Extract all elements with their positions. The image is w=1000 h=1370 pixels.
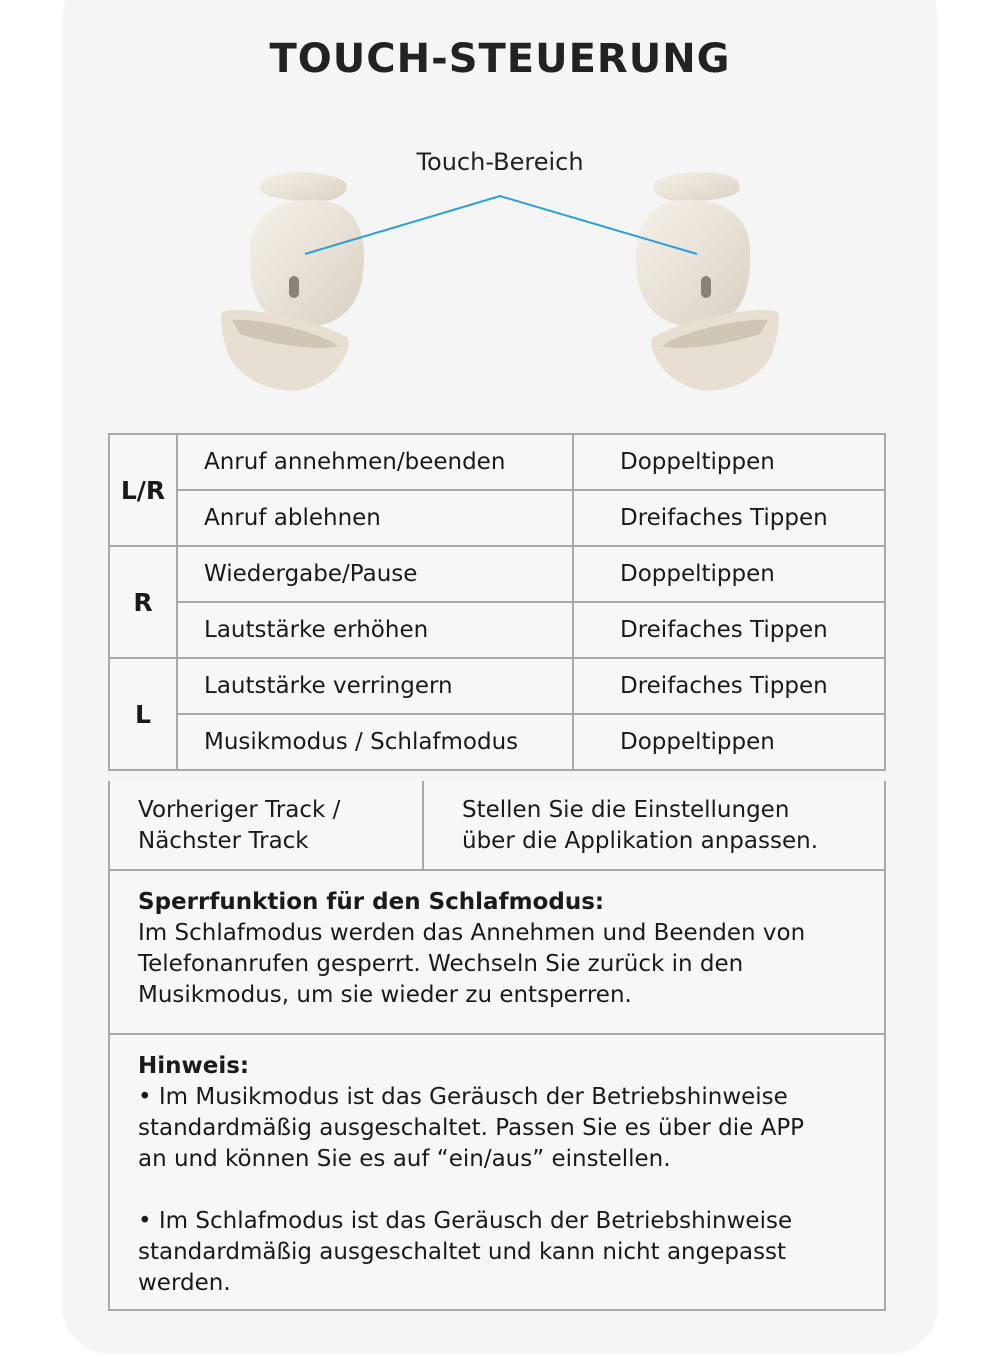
sleep-lock-text: Im Schlafmodus werden das Annehmen und Beenden von bbox=[138, 920, 806, 946]
gesture-cell: Doppeltippen bbox=[573, 714, 885, 770]
track-instruction-line: über die Applikation anpassen. bbox=[462, 828, 819, 854]
side-label: R bbox=[109, 546, 177, 658]
note-text: an und können Sie es auf “ein/aus” einstellen. bbox=[138, 1146, 671, 1172]
gesture-cell: Dreifaches Tippen bbox=[573, 490, 885, 546]
sleep-lock-heading: Sperrfunktion für den Schlafmodus: bbox=[138, 889, 605, 915]
gesture-cell: Dreifaches Tippen bbox=[573, 602, 885, 658]
note-heading: Hinweis: bbox=[138, 1053, 250, 1079]
track-instruction-line: Stellen Sie die Einstellungen bbox=[462, 797, 790, 823]
touch-area-label: Touch-Bereich bbox=[416, 148, 584, 176]
gesture-cell: Doppeltippen bbox=[573, 434, 885, 490]
earbuds-illustration bbox=[0, 0, 1000, 420]
left-earbud bbox=[221, 172, 364, 390]
table-row bbox=[109, 490, 885, 546]
sleep-lock-text: Telefonanrufen gesperrt. Wechseln Sie zurück in den bbox=[138, 951, 744, 977]
action-cell: Anruf ablehnen bbox=[177, 490, 573, 546]
note-text: • Im Musikmodus ist das Geräusch der Betriebshinweise bbox=[138, 1084, 788, 1110]
table-row bbox=[109, 546, 885, 602]
action-cell: Lautstärke verringern bbox=[177, 658, 573, 714]
side-label: L/R bbox=[109, 434, 177, 546]
note-section bbox=[108, 1035, 886, 1311]
table-row bbox=[109, 658, 885, 714]
touch-control-table bbox=[108, 433, 886, 771]
side-label: L bbox=[109, 658, 177, 770]
sleep-lock-text: Musikmodus, um sie wieder zu entsperren. bbox=[138, 982, 632, 1008]
action-cell: Anruf annehmen/beenden bbox=[177, 434, 573, 490]
divider bbox=[422, 781, 424, 869]
sleep-lock-section bbox=[108, 871, 886, 1035]
note-text: • Im Schlafmodus ist das Geräusch der Betriebshinweise bbox=[138, 1208, 793, 1234]
table-row bbox=[109, 714, 885, 770]
gesture-cell: Doppeltippen bbox=[573, 546, 885, 602]
note-text: werden. bbox=[138, 1270, 231, 1296]
gesture-cell: Dreifaches Tippen bbox=[573, 658, 885, 714]
action-cell: Musikmodus / Schlafmodus bbox=[177, 714, 573, 770]
note-text: standardmäßig ausgeschaltet und kann nicht angepasst bbox=[138, 1239, 787, 1265]
track-label-line: Nächster Track bbox=[138, 828, 309, 854]
note-text: standardmäßig ausgeschaltet. Passen Sie es über die APP bbox=[138, 1115, 805, 1141]
track-label-line: Vorheriger Track / bbox=[138, 797, 341, 823]
right-earbud bbox=[636, 172, 779, 390]
table-row bbox=[109, 602, 885, 658]
track-row bbox=[108, 781, 886, 871]
action-cell: Wiedergabe/Pause bbox=[177, 546, 573, 602]
table-row bbox=[109, 434, 885, 490]
action-cell: Lautstärke erhöhen bbox=[177, 602, 573, 658]
track-label bbox=[138, 795, 418, 857]
page-title: TOUCH-STEUERUNG bbox=[269, 36, 731, 82]
track-instruction bbox=[462, 795, 872, 857]
